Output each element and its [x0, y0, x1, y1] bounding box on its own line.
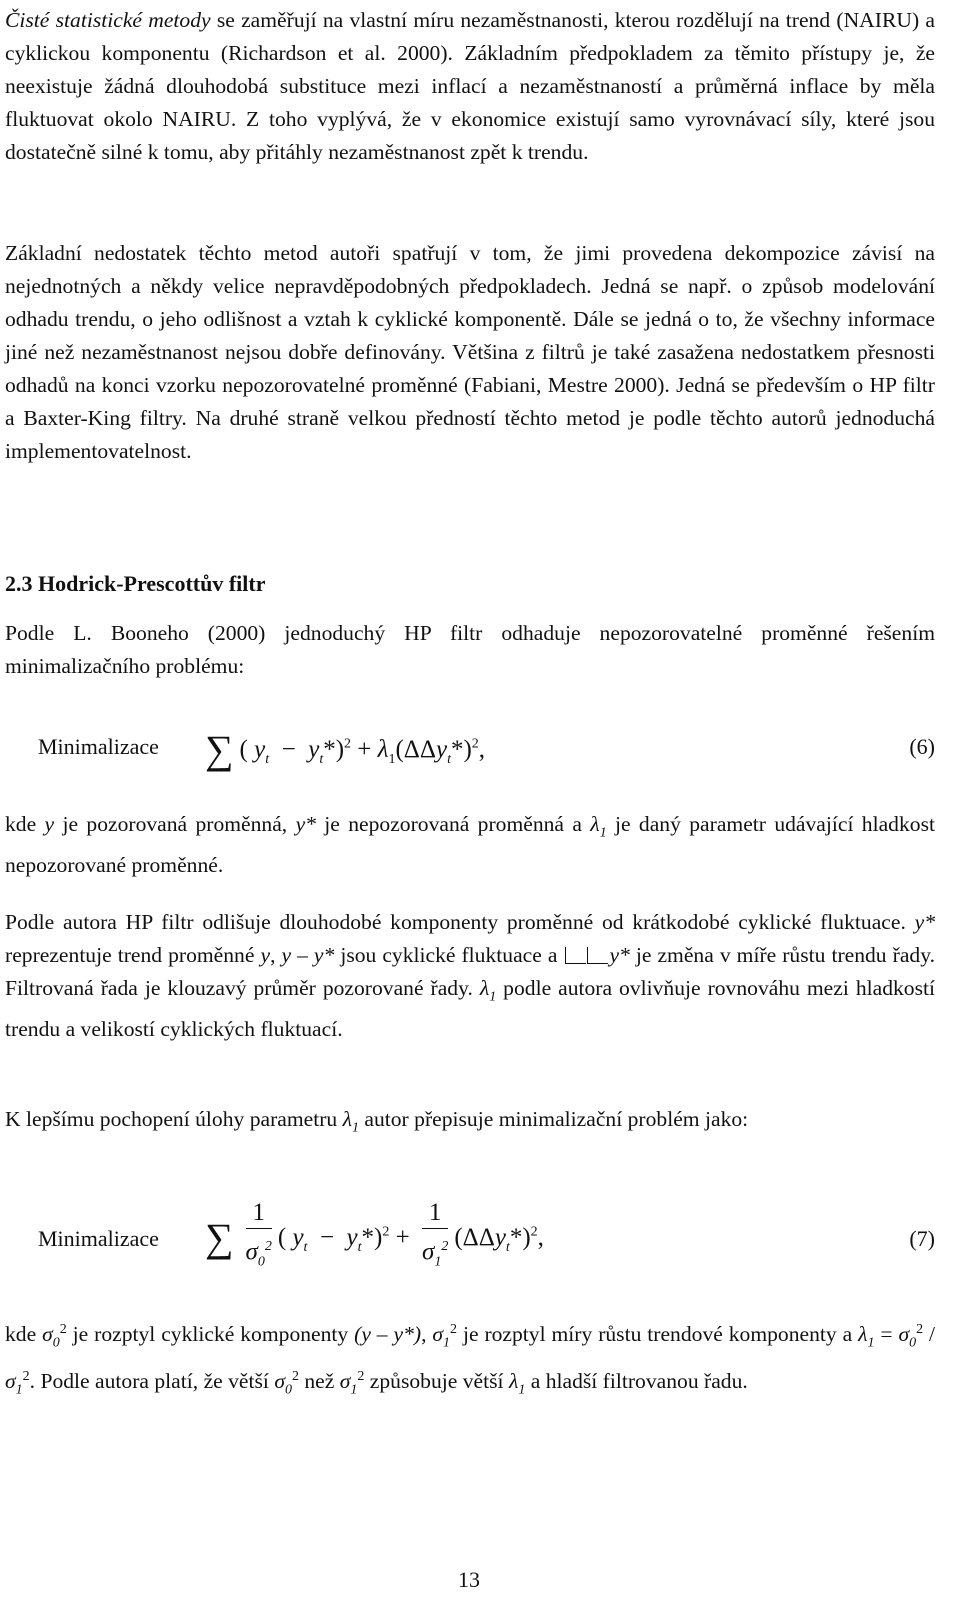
equation-6	[5, 722, 935, 782]
equation-7-formula: ∑ $\frac{1}{\sigma_0^2}$ ( $y_t - y_t*)^2$ + $\frac{1}{\sigma_1^2}$ $(\Delta\Delta y_t*)^2$,	[205, 1199, 544, 1270]
equation-number: (7)	[909, 1226, 935, 1251]
section-heading: 2.3 Hodrick-Prescottův filtr	[5, 571, 266, 596]
paragraph-text: se zaměřují na vlastní míru nezaměstnanosti, kterou rozdělují na trend (NAIRU) a cyklickou komponentu (Richardson et al. 2000). Základním předpokladem za těmito přístupy je, že neexistuje žádná dlouhodobá substituce mezi inflací a nezaměstnaností a průměrná inflace by měla fluktuovat okolo NAIRU. Z toho vyplývá, že v ekonomice existují samo vyrovnávací síly, které jsou dostatečně silné k tomu, aby přitáhly nezaměstnanost zpět k trendu.	[5, 8, 935, 164]
paragraph-hp-filter-components: Podle autora HP filtr odlišuje dlouhodobé komponenty proměnné od krátkodobé cyklické fluktuace. y* reprezentuje trend proměnné y, y – y* jsou cyklické fluktuace a y* je změna v míře růstu trendu řady. Filtrovaná řada je klouzavý průměr pozorované řady. $\lambda_1$ podle autora ovlivňuje rovnováhu mezi hladkostí trendu a velikostí cyklických fluktuací.	[5, 910, 935, 1042]
paragraph-variance-definitions: kde $\sigma_0^2$ je rozptyl cyklické komponenty (y – y*), $\sigma_1^2$ je rozptyl míry růstu trendové komponenty a $\lambda_1 = \sigma_0^2 / \sigma_1^2$. Podle autora platí, že větší $\sigma_0^2$ než $\sigma_1^2$ způsobuje větší $\lambda_1$ a hladší filtrovanou řadu.	[5, 1322, 936, 1397]
equation-label: Minimalizace	[38, 734, 159, 759]
paragraph-drawbacks: Základní nedostatek těchto metod autoři spatřují v tom, že jimi provedena dekompozice závisí na nejednotných a někdy velice nepravděpodobných předpokladech. Jedná se např. o způsob modelování odhadu trendu, o jeho odlišnost a vztah k cyklické komponentě. Dále se jedná o to, že všechny informace jiné než nezaměstnanost nejsou dobře definovány. Většina z filtrů je také zasažena nedostatkem přesnosti odhadů na konci vzorku nepozorovatelné proměnné (Fabiani, Mestre 2000). Jedná se především o HP filtr a Baxter-King filtry. Na druhé straně velkou předností těchto metod je podle těchto autorů jednoduchá implementovatelnost.	[5, 241, 935, 463]
equation-label: Minimalizace	[38, 1226, 159, 1251]
term-statistical-methods: Čisté statistické metody	[5, 8, 211, 32]
paragraph-statistical-methods	[5, 4, 935, 169]
paragraph-variable-definitions: kde y je pozorovaná proměnná, y* je nepozorovaná proměnná a $\lambda_1$ je daný parametr udávající hladkost nepozorované proměnné.	[5, 812, 935, 878]
equation-6-formula: ∑ ( $y_t - y_t*)^2 + \lambda_1(\Delta\Delta y_t*)^2$,	[205, 727, 486, 772]
equation-number: (6)	[909, 734, 935, 759]
page-number: 13	[458, 1567, 480, 1592]
double-delta-symbol	[563, 946, 609, 964]
equation-7	[5, 1198, 935, 1288]
paragraph-hp-intro: Podle L. Booneho (2000) jednoduchý HP filtr odhaduje nepozorovatelné proměnné řešením minimalizačního problému:	[5, 621, 935, 678]
paragraph-lambda-role: K lepšímu pochopení úlohy parametru $\lambda_1$ autor přepisuje minimalizační problém jako:	[5, 1107, 749, 1136]
